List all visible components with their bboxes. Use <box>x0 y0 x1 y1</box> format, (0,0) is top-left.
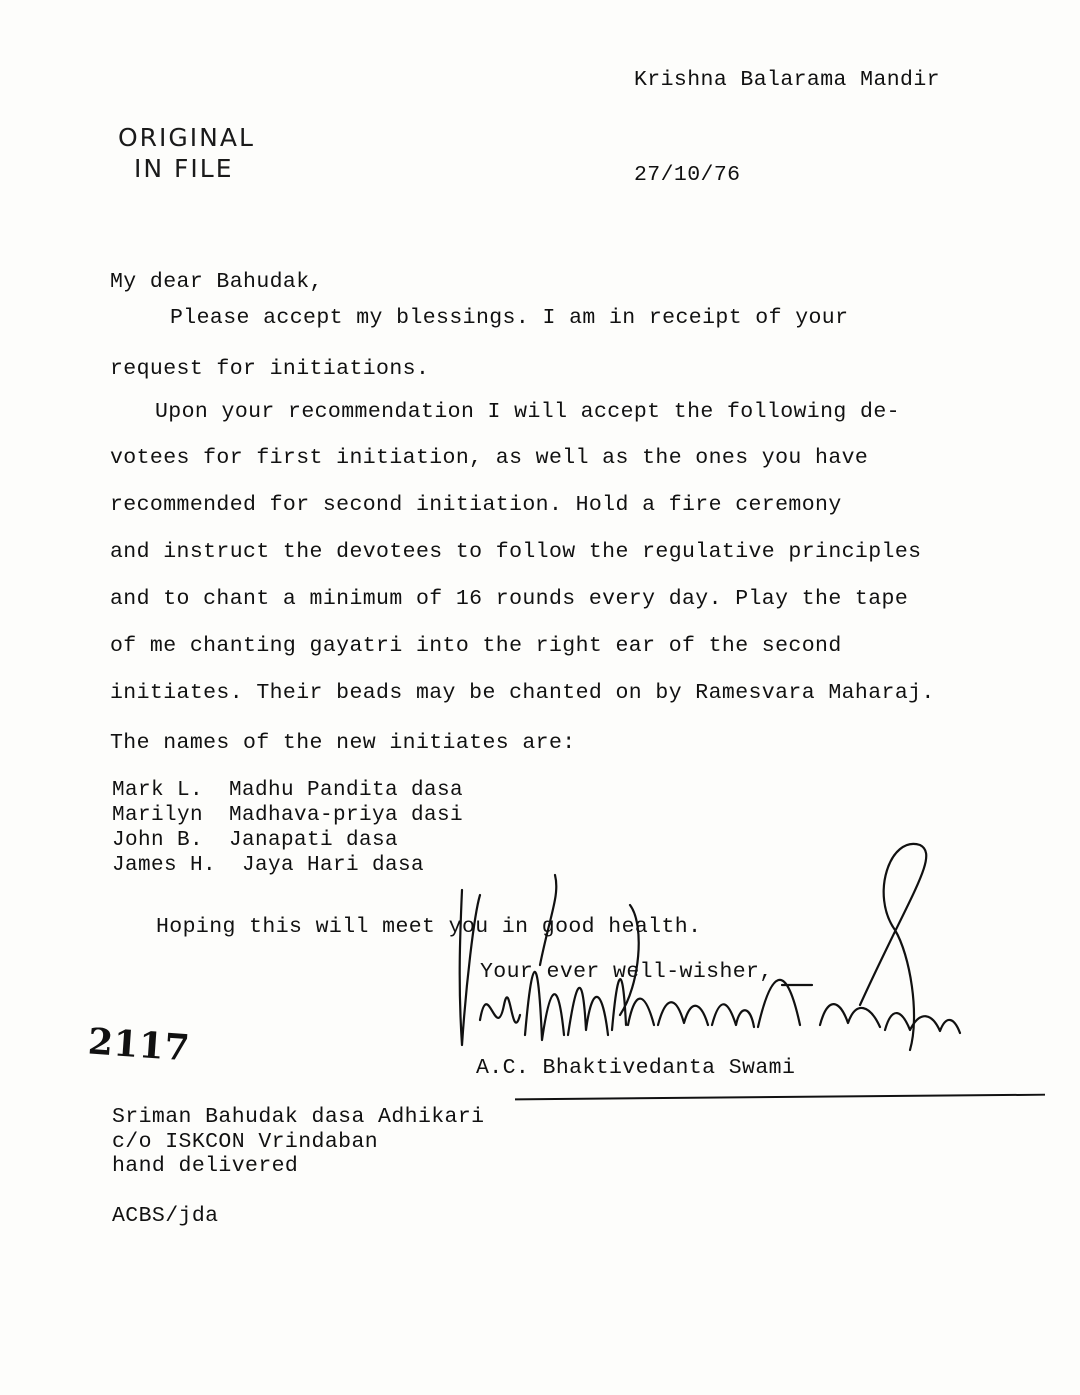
body-line: The names of the new initiates are: <box>110 731 576 755</box>
letterhead-location: Krishna Balarama Mandir <box>634 68 940 92</box>
letter-date: 27/10/76 <box>634 163 741 187</box>
handwritten-signature <box>440 835 980 1085</box>
valediction: Your ever well-wisher, <box>480 960 773 984</box>
signature-rule <box>515 1094 1045 1101</box>
body-line: of me chanting gayatri into the right ear of the second <box>110 634 842 658</box>
stamp-line-2: IN FILE <box>134 154 234 184</box>
salutation: My dear Bahudak, <box>110 270 323 294</box>
body-line: Please accept my blessings. I am in receipt of your <box>170 306 849 330</box>
body-line: Upon your recommendation I will accept the following de- <box>155 400 900 424</box>
handwritten-note: 2117 <box>86 1020 192 1070</box>
initiate-entry: James H. Jaya Hari dasa <box>112 854 425 877</box>
body-line: and instruct the devotees to follow the regulative principles <box>110 540 922 564</box>
original-in-file-stamp <box>118 122 255 185</box>
reference-initials: ACBS/jda <box>112 1204 219 1228</box>
signature-name: A.C. Bhaktivedanta Swami <box>476 1056 796 1080</box>
body-line: and to chant a minimum of 16 rounds every day. Play the tape <box>110 587 909 611</box>
recipient-line: c/o ISKCON Vrindaban <box>112 1130 379 1154</box>
stamp-line-1: ORIGINAL <box>118 123 255 152</box>
recipient-line: hand delivered <box>112 1154 299 1178</box>
initiates-list <box>112 778 463 878</box>
recipient-line: Sriman Bahudak dasa Adhikari <box>112 1105 485 1129</box>
initiate-entry: John B. Janapati dasa <box>112 829 399 852</box>
body-line: votees for first initiation, as well as the ones you have <box>110 446 869 470</box>
closing-line: Hoping this will meet you in good health. <box>156 915 702 939</box>
body-line: request for initiations. <box>110 357 430 381</box>
initiate-entry: Marilyn Madhava-priya dasi <box>112 804 464 827</box>
body-line: recommended for second initiation. Hold a fire ceremony <box>110 493 842 517</box>
initiate-entry: Mark L. Madhu Pandita dasa <box>112 779 464 802</box>
body-line: initiates. Their beads may be chanted on by Ramesvara Maharaj. <box>110 681 935 705</box>
